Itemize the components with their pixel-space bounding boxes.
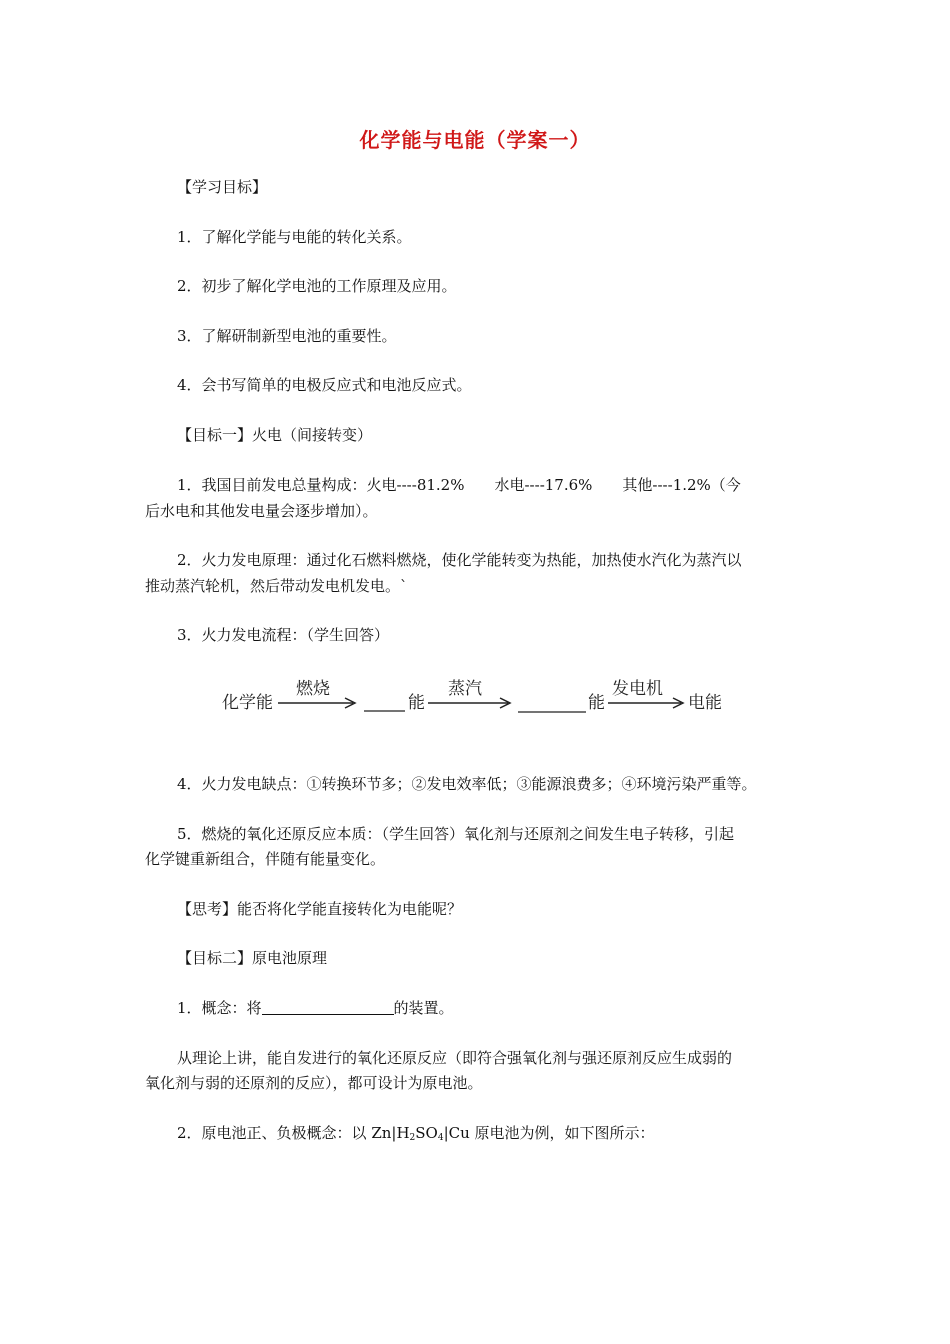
goal1-paragraph-1-line-2: 后水电和其他发电量会逐步增加）。 — [145, 502, 378, 520]
power-other-share: 其他----1.2%（今 — [622, 476, 741, 494]
goal1-paragraph-5-line-1: 5．燃烧的氧化还原反应本质：（学生回答）氧化剂与还原剂之间发生电子转移，引起 — [177, 825, 735, 843]
flow-arrow1-label: 燃烧 — [296, 679, 330, 699]
objective-item-3: 3．了解研制新型电池的重要性。 — [177, 327, 397, 345]
goal1-heading: 【目标一】火电（间接转变） — [177, 426, 373, 444]
goal2-paragraph-3 — [145, 1120, 857, 1151]
objective-item-4: 4．会书写简单的电极反应式和电池反应式。 — [177, 376, 472, 394]
goal1-paragraph-3: 3．火力发电流程：（学生回答） — [177, 626, 390, 644]
goal1-paragraph-1-line-1 — [145, 472, 857, 498]
objective-item-1: 1．了解化学能与电能的转化关系。 — [177, 228, 412, 246]
flow-mid1-label: 能 — [408, 693, 425, 713]
subscript-4: 4 — [437, 1133, 444, 1143]
objective-item-2: 2．初步了解化学电池的工作原理及应用。 — [177, 277, 457, 295]
goal2-paragraph-2-line-2: 氧化剂与弱的还原剂的反应），都可设计为原电池。 — [145, 1074, 483, 1092]
flow-arrow3-label: 发电机 — [612, 679, 663, 699]
thermal-power-flow-diagram — [222, 676, 742, 726]
electrode-text-c: |Cu 原电池为例，如下图所示： — [443, 1124, 655, 1142]
flow-arrow2-label: 蒸汽 — [448, 679, 482, 699]
flow-end-label: 电能 — [688, 693, 722, 713]
objectives-heading: 【学习目标】 — [177, 178, 268, 196]
goal1-paragraph-4: 4．火力发电缺点：①转换环节多；②发电效率低；③能源浪费多；④环境污染严重等。 — [177, 775, 757, 793]
goal1-paragraph-2-line-2: 推动蒸汽轮机，然后带动发电机发电。` — [145, 577, 408, 595]
think-question: 【思考】能否将化学能直接转化为电能呢？ — [177, 900, 463, 918]
page-title: 化学能与电能（学案一） — [359, 128, 591, 152]
goal2-paragraph-1 — [145, 995, 857, 1021]
concept-suffix: 的装置。 — [393, 999, 454, 1017]
goal1-paragraph-5-line-2: 化学键重新组合，伴随有能量变化。 — [145, 850, 386, 868]
power-hydro-share: 水电----17.6% — [494, 476, 593, 494]
concept-blank[interactable] — [262, 998, 394, 1015]
goal2-heading: 【目标二】原电池原理 — [177, 949, 328, 967]
goal1-paragraph-2-line-1: 2．火力发电原理：通过化石燃料燃烧，使化学能转变为热能，加热使水汽化为蒸汽以 — [177, 551, 742, 569]
flow-start-label: 化学能 — [222, 693, 273, 713]
goal2-paragraph-2-line-1: 从理论上讲，能自发进行的氧化还原反应（即符合强氧化剂与强还原剂反应生成弱的 — [177, 1049, 733, 1067]
electrode-text-b: SO — [415, 1124, 438, 1142]
electrode-text-a: 2．原电池正、负极概念：以 Zn|H — [177, 1124, 410, 1142]
flow-mid2-label: 能 — [588, 693, 605, 713]
subscript-2: 2 — [409, 1133, 416, 1143]
power-thermal-share: 1．我国目前发电总量构成：火电----81.2% — [177, 476, 465, 494]
concept-prefix: 1．概念：将 — [177, 999, 262, 1017]
